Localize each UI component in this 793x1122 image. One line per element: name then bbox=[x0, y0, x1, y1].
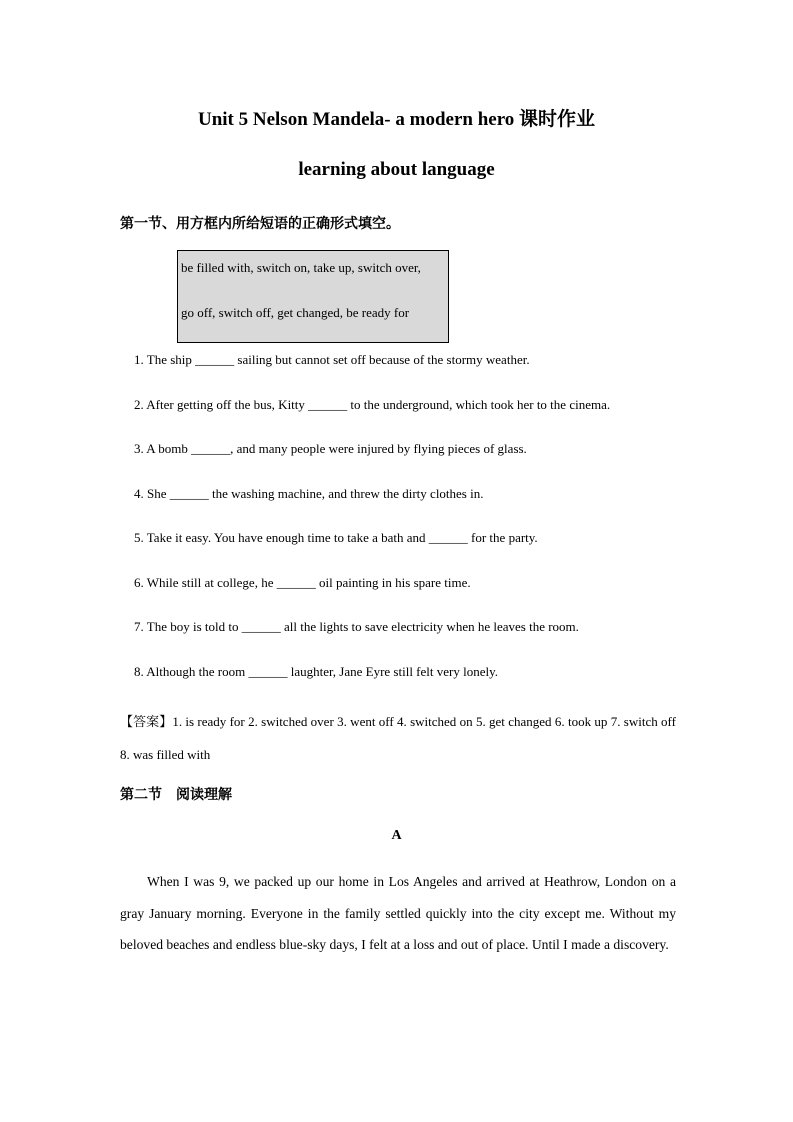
question-item: 8. Although the room ______ laughter, Jane Eyre still felt very lonely. bbox=[134, 664, 499, 679]
question-item: 6. While still at college, he ______ oil painting in his spare time. bbox=[134, 575, 471, 590]
phrase-box bbox=[177, 250, 449, 343]
document-subtitle: learning about language bbox=[298, 159, 495, 180]
document-title: Unit 5 Nelson Mandela- a modern hero 课时作业 bbox=[197, 109, 596, 130]
answer-key bbox=[120, 706, 676, 771]
section-1-heading: 第一节、用方框内所给短语的正确形式填空。 bbox=[120, 216, 400, 232]
answer-tag: 【答案】 bbox=[120, 715, 173, 730]
question-item: 7. The boy is told to ______ all the lights to save electricity when he leaves the room. bbox=[134, 619, 579, 634]
passage-label: A bbox=[391, 828, 402, 843]
question-item: 1. The ship ______ sailing but cannot set off because of the stormy weather. bbox=[134, 352, 530, 367]
passage-text: When I was 9, we packed up our home in Los Angeles and arrived at Heathrow, London on a gray January morning. Everyone in the family settled quickly into the city except me. Without my beloved beaches and endless blue-sky days, I felt at a loss and out of place. Until I made a discovery. bbox=[120, 874, 676, 952]
question-item: 3. A bomb ______, and many people were injured by flying pieces of glass. bbox=[134, 441, 527, 456]
phrase-box-line: go off, switch off, get changed, be ready for bbox=[181, 305, 410, 320]
question-item: 4. She ______ the washing machine, and threw the dirty clothes in. bbox=[134, 486, 484, 501]
section-2-heading: 第二节 阅读理解 bbox=[120, 787, 232, 803]
phrase-box-line: be filled with, switch on, take up, switch over, bbox=[181, 260, 421, 275]
question-item: 5. Take it easy. You have enough time to take a bath and ______ for the party. bbox=[134, 530, 538, 545]
question-item: 2. After getting off the bus, Kitty ______ to the underground, which took her to the cinema. bbox=[134, 397, 611, 412]
answer-text: 1. is ready for 2. switched over 3. went off 4. switched on 5. get changed 6. took up 7. switch off 8. was filled with bbox=[120, 714, 676, 762]
